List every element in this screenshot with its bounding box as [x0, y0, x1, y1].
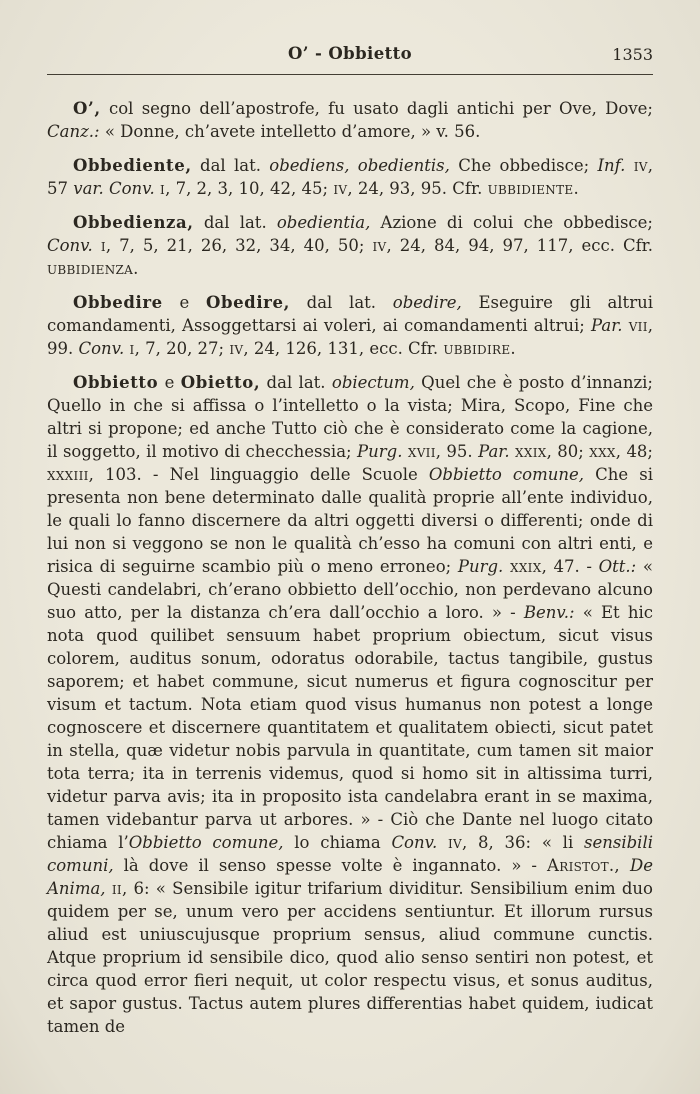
text-segment: Ott.:: [598, 557, 637, 576]
text-segment: Obbedienza,: [73, 213, 194, 232]
text-segment: Canz.:: [47, 122, 100, 141]
text-segment: Obbietto comune,: [428, 465, 584, 484]
text-segment: iv: [633, 156, 648, 175]
text-segment: [93, 236, 101, 255]
text-segment: , 24, 84, 94, 97, 117, ecc. Cfr.: [386, 236, 654, 255]
header-rule: [47, 74, 653, 75]
text-segment: vii: [628, 316, 648, 335]
text-segment: obiectum,: [331, 373, 415, 392]
text-segment: « Donne, ch’avete intelletto d’amore, » v. 56.: [99, 122, 481, 141]
text-segment: , 57: [47, 156, 654, 198]
text-segment: , 80;: [546, 442, 590, 461]
text-segment: i: [129, 339, 135, 358]
text-segment: Obietto,: [180, 373, 261, 392]
text-segment: i: [100, 236, 106, 255]
text-segment: dal lat.: [191, 156, 270, 175]
text-segment: Conv.: [78, 339, 125, 358]
text-segment: Benv.:: [523, 603, 575, 622]
text-segment: obedire,: [392, 293, 462, 312]
text-segment: , 103. - Nel linguaggio delle Scuole: [88, 465, 429, 484]
text-segment: De Anima,: [47, 856, 653, 898]
text-segment: [620, 856, 630, 875]
text-segment: Che si presenta non bene determinato dalle qualità proprie all’ente individuo, le quali lo fanno discernere da altri oggetti diversi o differenti; onde di lui non si veggono se non le qualità ch’esso ha comuni con altri enti, e risica di seguirne scambio più o meno erroneo;: [47, 465, 653, 576]
text-segment: e: [158, 373, 181, 392]
page-number: 1353: [612, 45, 653, 64]
entry-obbedire-obedire: [47, 291, 653, 360]
entry-obbediente: [47, 154, 653, 200]
text-segment: Obedire,: [205, 293, 290, 312]
text-segment: dal lat.: [193, 213, 277, 232]
page-header: [47, 44, 653, 68]
text-segment: lo chiama: [283, 833, 392, 852]
text-segment: Quel che è posto d’innanzi; Quello in che si affissa o l’intelletto o la vista; Mira, Scopo, Fine che altri si propone; ed anche Tutto ciò che è considerato come la cagione, il soggetto, il motivo di checchessia;: [47, 373, 653, 461]
text-segment: ubbidienza.: [47, 259, 139, 278]
text-segment: iv: [333, 179, 348, 198]
text-segment: , 99.: [47, 316, 653, 358]
text-segment: Conv.: [391, 833, 438, 852]
text-segment: xxxiii: [47, 465, 89, 484]
text-segment: Purg.: [457, 557, 504, 576]
text-segment: , 6: « Sensibile igitur trifarium dividitur. Sensibilium enim duo quidem per se, unum vero per accidens sentiuntur. Et illorum rursus aliud est uniuscujusque proprium sensus, aliud commune cunctis. Atque proprium id sensibile dico, quod alio senso sentiri non potest, et circa quod error fieri nequit, ut color respectu visus, et sonus auditus, et sapor gustus. Tactus autem plures differentias habet quidem, iudicat tamen de: [47, 879, 653, 1036]
text-segment: Obbietto comune,: [128, 833, 284, 852]
text-segment: xxx: [589, 442, 616, 461]
text-segment: ii: [111, 879, 122, 898]
text-segment: , 47. -: [541, 557, 599, 576]
text-segment: Par.: [591, 316, 623, 335]
text-segment: « Questi candelabri, ch’erano obbietto dell’occhio, non perdevano alcuno suo atto, per la distanza ch’era dall’occhio a loro. » -: [47, 557, 653, 622]
text-segment: ubbidire.: [443, 339, 516, 358]
text-segment: dal lat.: [260, 373, 332, 392]
text-segment: , 7, 5, 21, 26, 32, 34, 40, 50;: [105, 236, 373, 255]
text-segment: Conv.: [108, 179, 155, 198]
text-segment: xvii: [407, 442, 436, 461]
entry-o-apostrophe: [47, 97, 653, 143]
text-segment: obediens, obedientis,: [269, 156, 450, 175]
text-segment: O’,: [73, 99, 101, 118]
text-segment: [437, 833, 448, 852]
text-segment: iv: [372, 236, 387, 255]
text-segment: , 24, 93, 95. Cfr.: [347, 179, 488, 198]
text-segment: var.: [73, 179, 104, 198]
text-segment: e: [162, 293, 206, 312]
text-segment: Purg.: [357, 442, 403, 461]
text-segment: , 7, 20, 27;: [134, 339, 230, 358]
text-segment: Inf.: [597, 156, 626, 175]
text-segment: ubbidiente.: [487, 179, 579, 198]
text-segment: , 7, 2, 3, 10, 42, 45;: [165, 179, 334, 198]
text-segment: obedientia,: [276, 213, 371, 232]
text-segment: Aristot.,: [547, 856, 620, 875]
text-segment: Azione di colui che obbedisce;: [370, 213, 653, 232]
text-segment: Obbediente,: [73, 156, 192, 175]
text-segment: , 24, 126, 131, ecc. Cfr.: [243, 339, 444, 358]
text-segment: là dove il senso spesse volte è ingannato. » -: [113, 856, 548, 875]
text-segment: sensibili comuni,: [47, 833, 653, 875]
dictionary-text-block: [47, 97, 653, 1038]
text-segment: Eseguire gli altrui comandamenti, Assoggettarsi ai voleri, ai comandamenti altrui;: [47, 293, 653, 335]
text-segment: , 95.: [435, 442, 479, 461]
text-segment: « Et hic nota quod quilibet sensuum habet proprium obiectum, sicut visus colorem, auditus sonum, odoratus odorabile, tactus tangibile, gustus saporem; et habet commune, sicut numerus et figura cognoscitur per visum et tactum. Nota etiam quod visus humanus non potest a longe cognoscere et discernere quantitatem et qualitatem obiecti, sicut patet in stella, quæ videtur nobis parvula in quantitate, cum tamen sit maior tota terra; ita in terrenis videmus, quod si homo sit in altissima turri, videtur parva avis; ita in proposito ista candelabra erant in se maxima, tamen videbantur parva ut arbores. » - Ciò che Dante nel luogo citato chiama l’: [47, 603, 653, 852]
entry-obbietto-obietto: [47, 371, 653, 1038]
text-segment: , 48;: [615, 442, 653, 461]
text-segment: i: [160, 179, 166, 198]
text-segment: Che obbedisce;: [449, 156, 598, 175]
text-segment: xxix: [509, 557, 542, 576]
text-segment: iv: [448, 833, 463, 852]
text-segment: iv: [229, 339, 244, 358]
text-segment: dal lat.: [289, 293, 393, 312]
text-segment: Par.: [478, 442, 510, 461]
text-segment: Obbedire: [73, 293, 163, 312]
text-segment: Conv.: [47, 236, 93, 255]
text-segment: Obbietto: [73, 373, 159, 392]
text-segment: [625, 156, 633, 175]
entry-obbedienza: [47, 211, 653, 280]
text-segment: [503, 557, 510, 576]
text-segment: col segno dell’apostrofe, fu usato dagli antichi per Ove, Dove;: [100, 99, 653, 118]
running-head: O’ - Obbietto: [287, 44, 413, 63]
text-segment: xxix: [515, 442, 547, 461]
text-segment: , 8, 36: « li: [462, 833, 584, 852]
